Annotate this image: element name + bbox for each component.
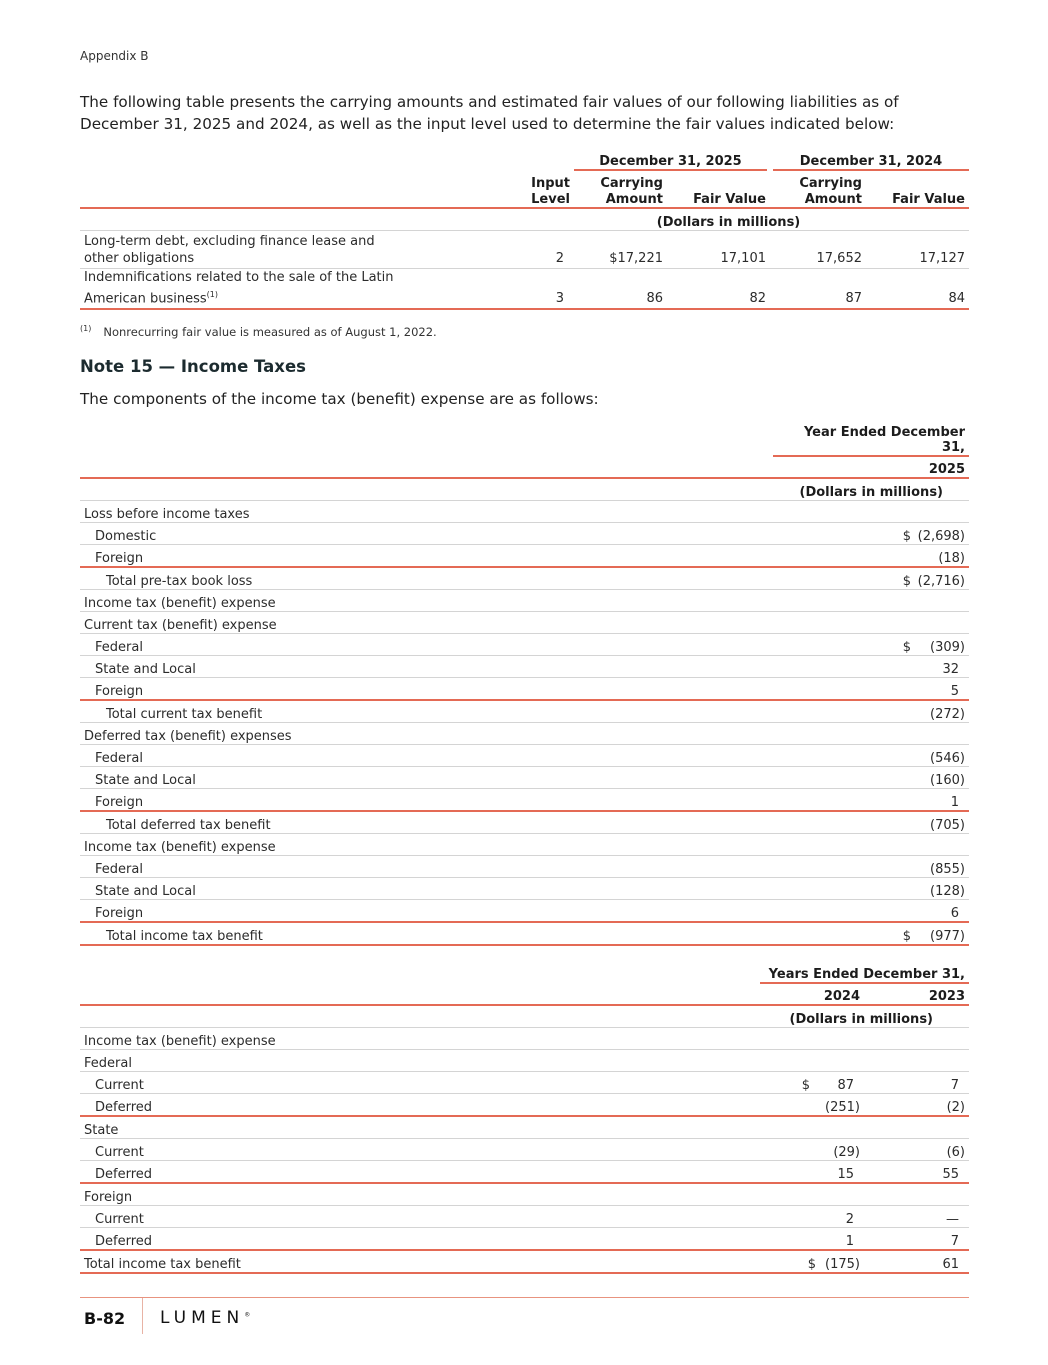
amount: (2,716) xyxy=(917,573,965,589)
currency-symbol: $ xyxy=(902,639,911,655)
cell-value: 2 xyxy=(510,230,574,268)
column-header-line: Amount xyxy=(804,192,862,207)
value-wrap xyxy=(777,640,965,655)
amount: 2 xyxy=(845,1211,854,1227)
column-header-line: Fair Value xyxy=(693,192,766,207)
cell-value xyxy=(773,855,969,877)
cell-value xyxy=(760,1093,864,1116)
units-label: (Dollars in millions) xyxy=(760,1005,969,1027)
value-wrap xyxy=(777,884,965,899)
cell-value xyxy=(773,589,969,611)
value-wrap xyxy=(868,1100,965,1115)
cell-value xyxy=(773,899,969,922)
value-wrap xyxy=(868,1257,965,1272)
column-header xyxy=(667,170,770,208)
amount: — xyxy=(946,1211,959,1227)
value-wrap xyxy=(764,1145,860,1160)
value-wrap xyxy=(764,1257,860,1272)
cell-value xyxy=(760,1160,864,1183)
amount: (6) xyxy=(946,1144,965,1160)
amount: (18) xyxy=(938,550,965,566)
cell-value xyxy=(773,522,969,544)
cell-value xyxy=(760,1116,864,1139)
amount: (2) xyxy=(946,1099,965,1115)
row-label: Domestic xyxy=(80,522,773,544)
table-row xyxy=(80,833,969,855)
cell-value xyxy=(760,1138,864,1160)
table-row xyxy=(80,1093,969,1116)
cell-value xyxy=(773,833,969,855)
column-header-line: Amount xyxy=(605,192,663,207)
row-label: Current tax (benefit) expense xyxy=(80,611,773,633)
value-wrap xyxy=(764,1234,860,1249)
cell-value xyxy=(760,1183,864,1206)
amount: (705) xyxy=(930,817,965,833)
table-row xyxy=(80,544,969,567)
footnote-ref: (1) xyxy=(206,289,218,299)
cell-value: 87 xyxy=(770,268,866,309)
value-wrap xyxy=(777,862,965,877)
row-label-line: other obligations xyxy=(84,250,195,266)
cell-value xyxy=(773,655,969,677)
cell-value xyxy=(864,1093,969,1116)
cell-value: 86 xyxy=(574,268,667,309)
note-subtitle: The components of the income tax (benefit) expense are as follows: xyxy=(80,390,599,408)
cell-value: $17,221 xyxy=(574,230,667,268)
row-label xyxy=(80,268,510,309)
table-row xyxy=(80,1250,969,1273)
cell-value xyxy=(760,1250,864,1273)
group-header-2024: December 31, 2024 xyxy=(770,148,969,170)
row-label: Foreign xyxy=(80,677,773,700)
column-header xyxy=(770,170,866,208)
year-header-2024: 2024 xyxy=(760,983,864,1005)
value-wrap xyxy=(777,751,965,766)
value-wrap xyxy=(777,795,965,810)
column-header-line: Carrying xyxy=(799,176,862,191)
cell-value xyxy=(760,1027,864,1049)
row-label: Total current tax benefit xyxy=(80,700,773,723)
cell-value xyxy=(864,1071,969,1093)
table-row xyxy=(80,855,969,877)
footer-divider xyxy=(80,1297,969,1298)
column-header-line: Input xyxy=(531,176,570,191)
table-row xyxy=(80,1205,969,1227)
table-row xyxy=(80,1049,969,1071)
column-header xyxy=(574,170,667,208)
table-row xyxy=(80,1027,969,1049)
amount: (309) xyxy=(930,639,965,655)
value-wrap xyxy=(764,1100,860,1115)
table-row xyxy=(80,589,969,611)
cell-value xyxy=(864,1027,969,1049)
table-row xyxy=(80,722,969,744)
year-header-2023: 2023 xyxy=(864,983,969,1005)
value-wrap xyxy=(868,1167,965,1182)
cell-value xyxy=(773,766,969,788)
value-wrap xyxy=(777,551,965,566)
row-label-line: Long-term debt, excluding finance lease and xyxy=(84,233,375,249)
table-row xyxy=(80,811,969,834)
value-wrap xyxy=(777,684,965,699)
table-row xyxy=(80,567,969,590)
amount: 7 xyxy=(950,1077,959,1093)
row-label: Deferred xyxy=(80,1093,760,1116)
cell-value xyxy=(773,677,969,700)
amount: 15 xyxy=(837,1166,854,1182)
value-wrap xyxy=(777,707,965,722)
row-label: Deferred xyxy=(80,1227,760,1250)
row-label-line: American business$^{(1)}$ xyxy=(84,289,218,306)
cell-value xyxy=(864,1116,969,1139)
column-header xyxy=(866,170,969,208)
cell-value xyxy=(773,788,969,811)
fair-value-table xyxy=(80,148,969,310)
currency-symbol: $ xyxy=(801,1077,810,1093)
cell-value: 17,101 xyxy=(667,230,770,268)
table-row xyxy=(80,230,969,268)
row-label: Current xyxy=(80,1138,760,1160)
table-row xyxy=(80,877,969,899)
cell-value xyxy=(760,1071,864,1093)
amount: (251) xyxy=(825,1099,860,1115)
amount: 5 xyxy=(950,683,959,699)
table-row xyxy=(80,268,969,309)
amount: (272) xyxy=(930,706,965,722)
cell-value xyxy=(773,544,969,567)
amount: (175) xyxy=(825,1256,860,1272)
cell-value xyxy=(773,922,969,945)
row-label-line: Indemnifications related to the sale of the Latin xyxy=(84,269,394,285)
cell-value xyxy=(864,1138,969,1160)
lumen-logo xyxy=(160,1308,250,1328)
cell-value xyxy=(760,1205,864,1227)
row-label: Foreign xyxy=(80,899,773,922)
amount: 1 xyxy=(950,794,959,810)
value-wrap xyxy=(868,1078,965,1093)
year-header-2025: 2025 xyxy=(773,456,969,478)
row-label: Federal xyxy=(80,744,773,766)
cell-value xyxy=(864,1160,969,1183)
table-row xyxy=(80,611,969,633)
amount: (128) xyxy=(930,883,965,899)
currency-symbol: $ xyxy=(807,1256,816,1272)
row-label: Total income tax benefit xyxy=(80,1250,760,1273)
currency-symbol: $ xyxy=(902,528,911,544)
table-row xyxy=(80,700,969,723)
cell-value: 17,652 xyxy=(770,230,866,268)
row-label: Foreign xyxy=(80,788,773,811)
cell-value xyxy=(773,500,969,522)
footnote-text: Nonrecurring fair value is measured as of August 1, 2022. xyxy=(103,324,437,339)
intro-paragraph: The following table presents the carrying amounts and estimated fair values of our following liabilities as of December 31, 2025 and 2024, as well as the input level used to determine the fair values indicated below: xyxy=(80,93,899,133)
income-tax-2025-table xyxy=(80,425,969,946)
column-header-line: Carrying xyxy=(600,176,663,191)
page-number: B-82 xyxy=(84,1309,126,1328)
table-row xyxy=(80,1160,969,1183)
footnote-marker: (1) xyxy=(80,324,92,333)
amount: 87 xyxy=(837,1077,854,1093)
table-row xyxy=(80,677,969,700)
column-header-line: Fair Value xyxy=(892,192,965,207)
column-header xyxy=(510,170,574,208)
table-row xyxy=(80,1227,969,1250)
currency-symbol: $ xyxy=(902,928,911,944)
cell-value: 17,127 xyxy=(866,230,969,268)
value-wrap xyxy=(777,574,965,589)
value-wrap xyxy=(764,1212,860,1227)
value-wrap xyxy=(777,929,965,944)
note-title: Note 15 — Income Taxes xyxy=(80,357,306,376)
row-label: Federal xyxy=(80,1049,760,1071)
income-tax-2024-2023-table xyxy=(80,961,969,1274)
row-label: Loss before income taxes xyxy=(80,500,773,522)
amount: 61 xyxy=(942,1256,959,1272)
cell-value xyxy=(760,1049,864,1071)
amount: (160) xyxy=(930,772,965,788)
row-label: Current xyxy=(80,1205,760,1227)
row-label: State and Local xyxy=(80,655,773,677)
cell-value xyxy=(864,1205,969,1227)
table-row xyxy=(80,1183,969,1206)
group-header: Years Ended December 31, xyxy=(760,961,969,983)
brand-name: LUMEN xyxy=(160,1308,245,1328)
table-row xyxy=(80,922,969,945)
cell-value xyxy=(773,744,969,766)
value-wrap xyxy=(777,529,965,544)
value-wrap xyxy=(868,1234,965,1249)
amount: 6 xyxy=(950,905,959,921)
value-wrap xyxy=(777,818,965,833)
cell-value xyxy=(773,700,969,723)
table-row xyxy=(80,655,969,677)
cell-value xyxy=(864,1049,969,1071)
amount: (29) xyxy=(833,1144,860,1160)
row-label: Deferred tax (benefit) expenses xyxy=(80,722,773,744)
table-row xyxy=(80,1138,969,1160)
table-row xyxy=(80,500,969,522)
footnote xyxy=(80,324,437,339)
row-label: Foreign xyxy=(80,1183,760,1206)
row-label: Income tax (benefit) expense xyxy=(80,1027,760,1049)
value-wrap xyxy=(764,1078,860,1093)
table-row xyxy=(80,633,969,655)
table-row xyxy=(80,1116,969,1139)
cell-value xyxy=(773,633,969,655)
row-label: State and Local xyxy=(80,766,773,788)
row-label: Federal xyxy=(80,633,773,655)
row-label: Total pre-tax book loss xyxy=(80,567,773,590)
table-row xyxy=(80,766,969,788)
cell-value xyxy=(773,811,969,834)
cell-value xyxy=(773,877,969,899)
value-wrap xyxy=(777,662,965,677)
cell-value xyxy=(773,722,969,744)
column-header-line: Level xyxy=(531,192,570,207)
cell-value xyxy=(773,567,969,590)
amount: 55 xyxy=(942,1166,959,1182)
amount: (977) xyxy=(930,928,965,944)
amount: (2,698) xyxy=(917,528,965,544)
column-header-line xyxy=(870,176,965,192)
registered-mark: ® xyxy=(244,1311,251,1319)
row-label: Total income tax benefit xyxy=(80,922,773,945)
column-header-line xyxy=(671,176,766,192)
cell-value: 82 xyxy=(667,268,770,309)
value-wrap xyxy=(868,1212,965,1227)
table-row xyxy=(80,522,969,544)
row-label: State and Local xyxy=(80,877,773,899)
cell-value xyxy=(864,1250,969,1273)
table-row xyxy=(80,899,969,922)
row-label: Deferred xyxy=(80,1160,760,1183)
table-row xyxy=(80,788,969,811)
appendix-label: Appendix B xyxy=(80,49,149,63)
cell-value: 3 xyxy=(510,268,574,309)
value-wrap xyxy=(777,773,965,788)
cell-value xyxy=(760,1227,864,1250)
units-label: (Dollars in millions) xyxy=(574,208,969,230)
row-label: State xyxy=(80,1116,760,1139)
table-row xyxy=(80,1071,969,1093)
amount: (546) xyxy=(930,750,965,766)
value-wrap xyxy=(868,1145,965,1160)
row-label: Current xyxy=(80,1071,760,1093)
value-wrap xyxy=(764,1167,860,1182)
row-label: Federal xyxy=(80,855,773,877)
row-label xyxy=(80,230,510,268)
units-label: (Dollars in millions) xyxy=(773,478,969,500)
row-label: Foreign xyxy=(80,544,773,567)
value-wrap xyxy=(777,906,965,921)
row-label: Income tax (benefit) expense xyxy=(80,833,773,855)
cell-value xyxy=(864,1183,969,1206)
amount: 32 xyxy=(942,661,959,677)
row-label: Total deferred tax benefit xyxy=(80,811,773,834)
cell-value xyxy=(864,1227,969,1250)
table-row xyxy=(80,744,969,766)
group-header-2025: December 31, 2025 xyxy=(574,148,770,170)
amount: (855) xyxy=(930,861,965,877)
cell-value: 84 xyxy=(866,268,969,309)
amount: 7 xyxy=(950,1233,959,1249)
currency-symbol: $ xyxy=(902,573,911,589)
group-header: Year Ended December 31, xyxy=(773,425,969,456)
cell-value xyxy=(773,611,969,633)
footer-vertical-divider xyxy=(142,1298,143,1334)
amount: 1 xyxy=(845,1233,854,1249)
row-label: Income tax (benefit) expense xyxy=(80,589,773,611)
